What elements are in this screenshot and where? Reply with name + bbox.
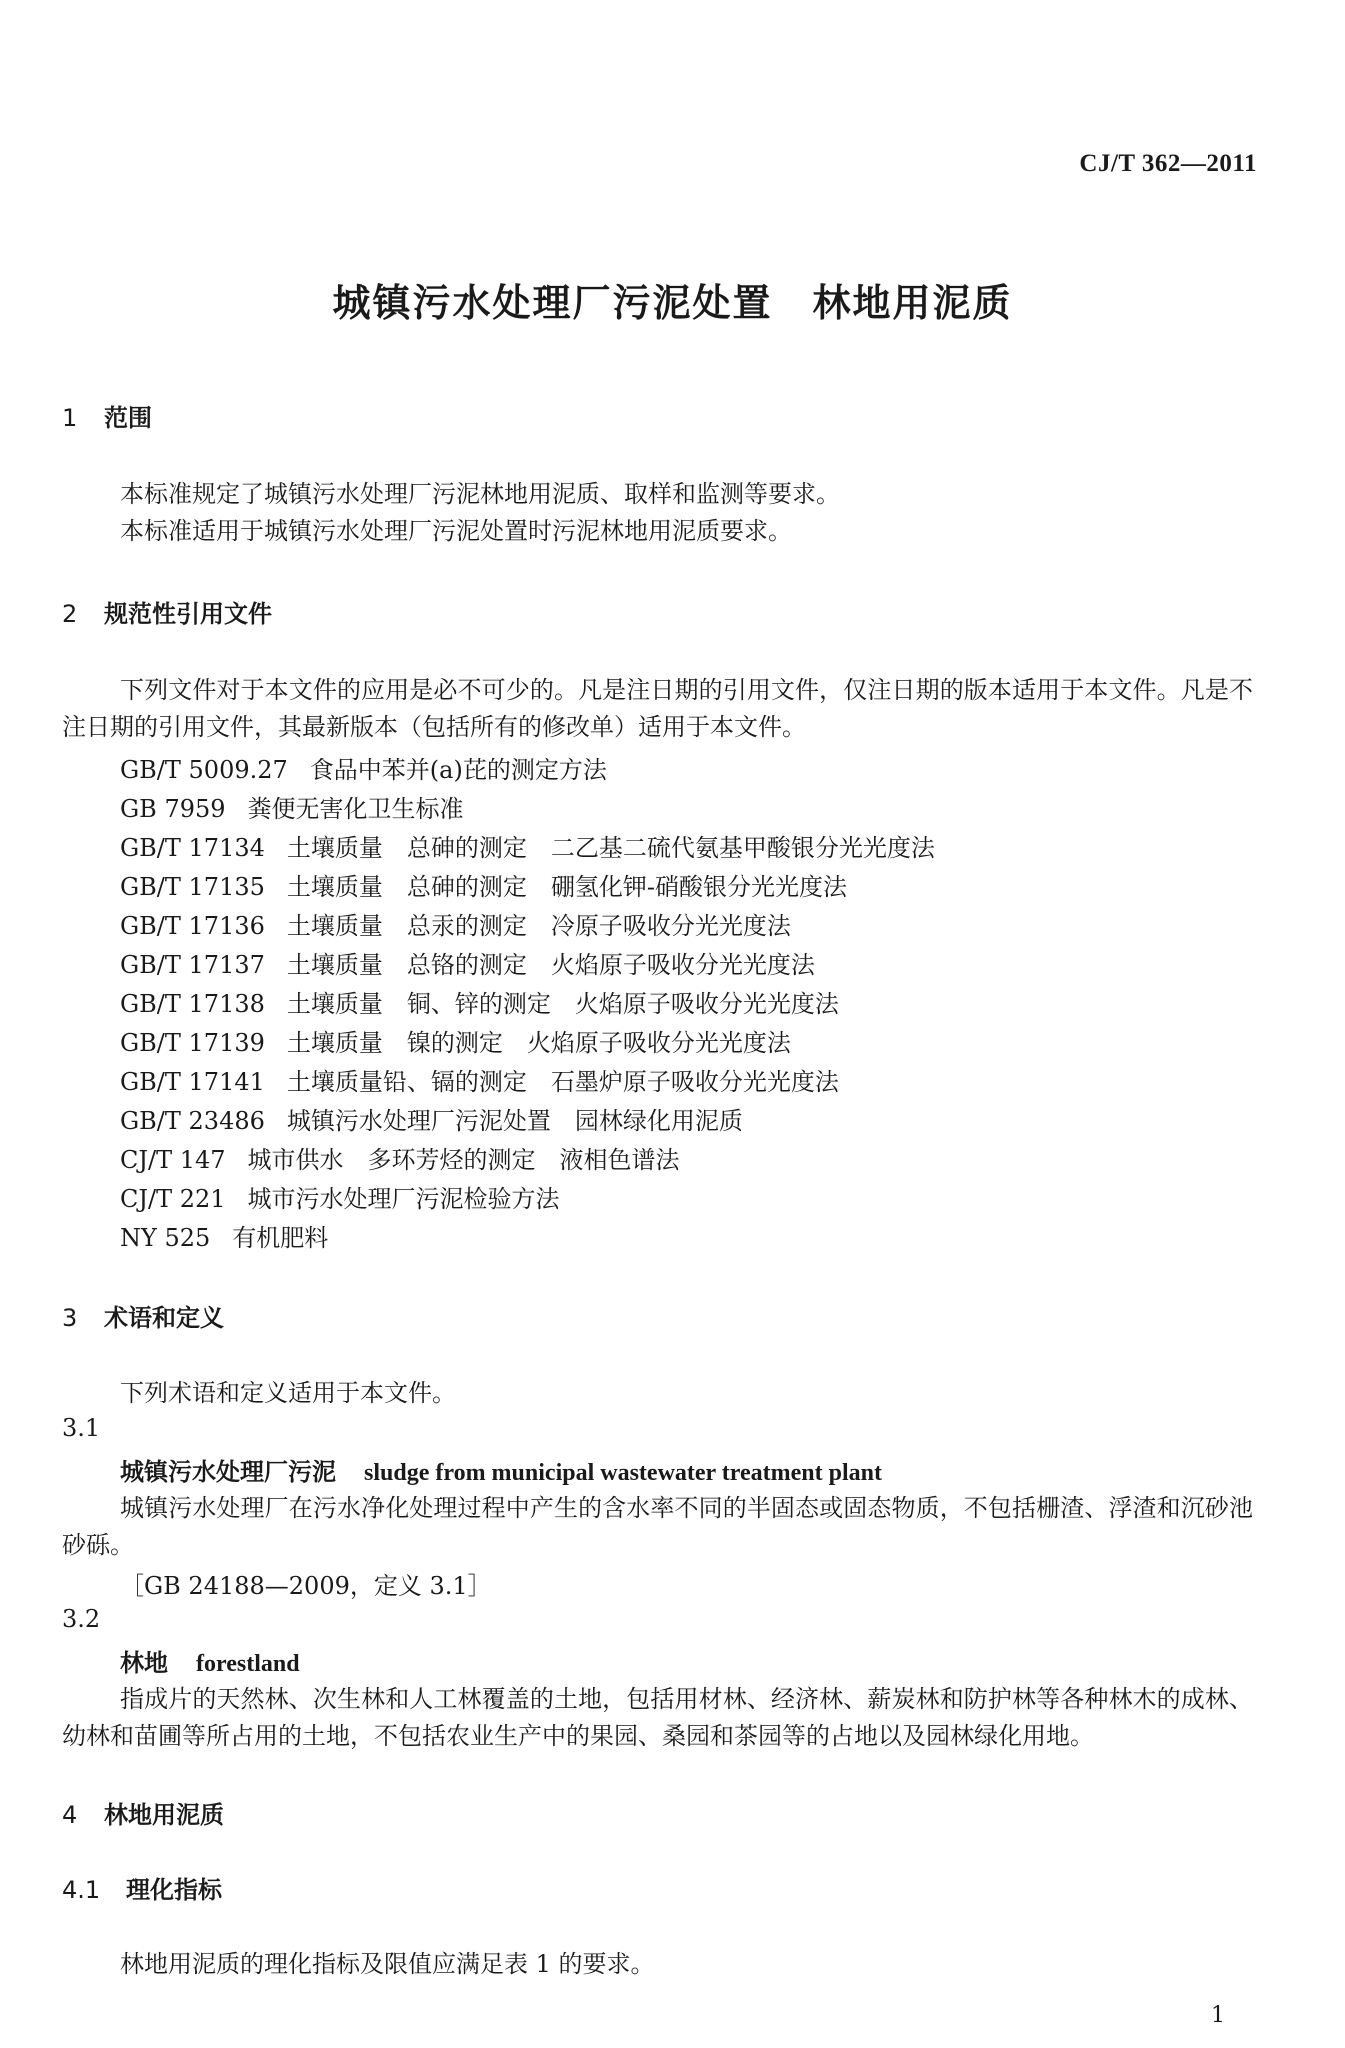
term-heading: 林地 forestland [120,1649,300,1677]
term-number: 3.2 [62,1605,101,1633]
section-1-paragraph-1: 本标准规定了城镇污水处理厂污泥林地用泥质、取样和监测等要求。 [120,480,840,508]
section-3-heading: 3 术语和定义 [62,1304,224,1332]
section-4-1-text: 林地用泥质的理化指标及限值应满足表 1 的要求。 [120,1950,655,1978]
reference-item: CJ/T 221 城市污水处理厂污泥检验方法 [120,1185,560,1213]
title-part-1: 城镇污水处理厂污泥处置 [332,281,773,325]
term-definition: 城镇污水处理厂在污水净化处理过程中产生的含水率不同的半固态或固态物质，不包括栅渣、浮渣和沉砂池砂砾。 [62,1494,1253,1559]
page-number: 1 [1211,2003,1225,2028]
section-4-1-heading: 4.1 理化指标 [62,1876,222,1904]
section-3-intro: 下列术语和定义适用于本文件。 [120,1379,456,1407]
reference-item: CJ/T 147 城市供水 多环芳烃的测定 液相色谱法 [120,1146,680,1174]
reference-item: GB/T 5009.27 食品中苯并(a)芘的测定方法 [120,756,607,784]
reference-item: GB/T 17135 土壤质量 总砷的测定 硼氢化钾-硝酸银分光光度法 [120,873,847,901]
section-1-heading: 1 范围 [62,404,152,432]
reference-item: GB 7959 粪便无害化卫生标准 [120,795,464,823]
section-2-intro: 下列文件对于本文件的应用是必不可少的。凡是注日期的引用文件，仅注日期的版本适用于本文件。凡是不注日期的引用文件，其最新版本（包括所有的修改单）适用于本文件。 [62,676,1253,741]
term-source: ［GB 24188—2009，定义 3.1］ [120,1572,492,1600]
reference-item: GB/T 17136 土壤质量 总汞的测定 冷原子吸收分光光度法 [120,912,791,940]
document-title [0,272,1345,327]
term-heading: 城镇污水处理厂污泥 sludge from municipal wastewater treatment plant [120,1458,882,1486]
reference-item: NY 525 有机肥料 [120,1224,329,1252]
term-number: 3.1 [62,1414,101,1442]
section-1-paragraph-2: 本标准适用于城镇污水处理厂污泥处置时污泥林地用泥质要求。 [120,517,792,545]
section-4-heading: 4 林地用泥质 [62,1801,224,1829]
title-part-2: 林地用泥质 [812,281,1013,325]
reference-item: GB/T 23486 城镇污水处理厂污泥处置 园林绿化用泥质 [120,1107,743,1135]
reference-item: GB/T 17134 土壤质量 总砷的测定 二乙基二硫代氨基甲酸银分光光度法 [120,834,935,862]
reference-item: GB/T 17138 土壤质量 铜、锌的测定 火焰原子吸收分光光度法 [120,990,839,1018]
section-2-heading: 2 规范性引用文件 [62,600,272,628]
reference-item: GB/T 17139 土壤质量 镍的测定 火焰原子吸收分光光度法 [120,1029,791,1057]
reference-item: GB/T 17137 土壤质量 总铬的测定 火焰原子吸收分光光度法 [120,951,815,979]
term-definition: 指成片的天然林、次生林和人工林覆盖的土地，包括用材林、经济林、薪炭林和防护林等各种林木的成林、幼林和苗圃等所占用的土地，不包括农业生产中的果园、桑园和茶园等的占地以及园林绿化用地。 [62,1685,1253,1750]
document-number: CJ/T 362—2011 [1079,150,1257,177]
reference-item: GB/T 17141 土壤质量铅、镉的测定 石墨炉原子吸收分光光度法 [120,1068,839,1096]
